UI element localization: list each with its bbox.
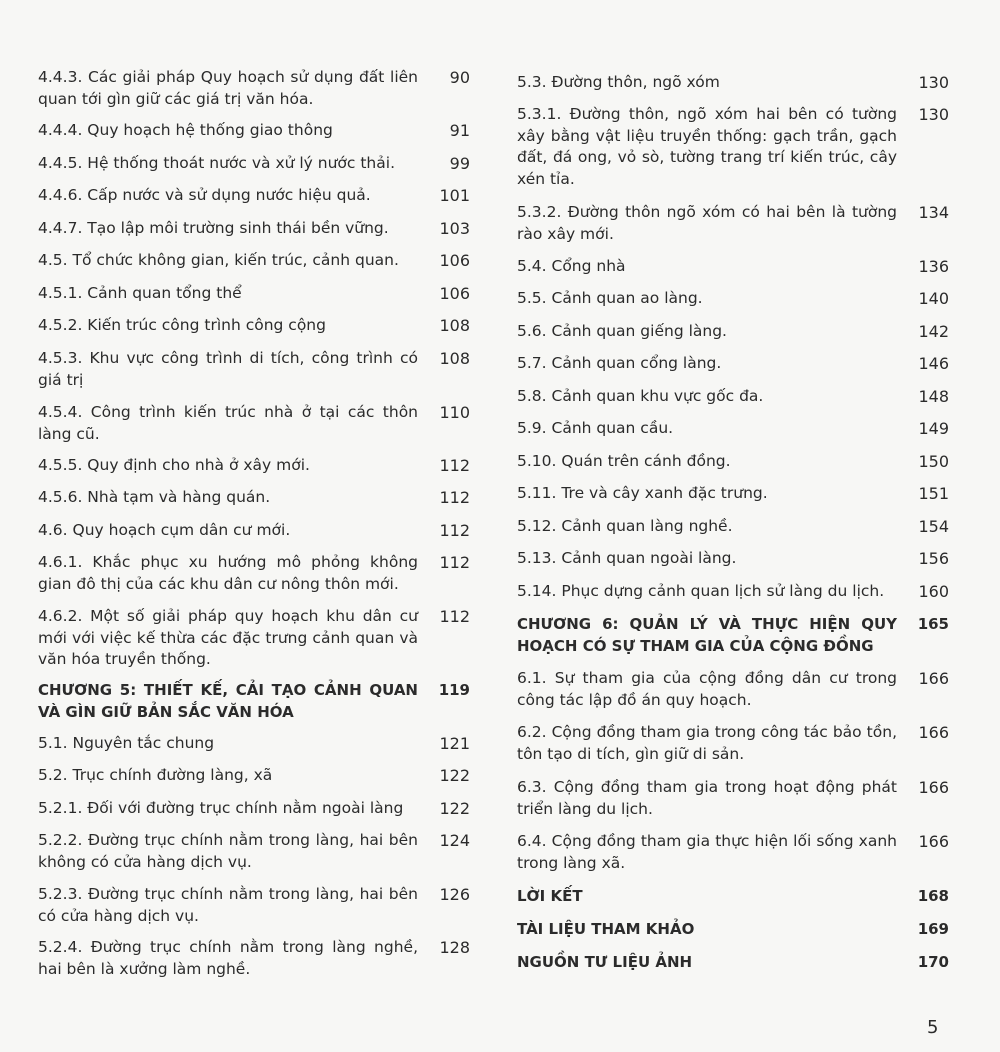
toc-entry-title: 5.2.3. Đường trục chính nằm trong làng, hai bên có cửa hàng dịch vụ. [38, 885, 418, 925]
toc-entry-title: 4.5.6. Nhà tạm và hàng quán. [38, 488, 271, 506]
toc-entry-page: 112 [439, 488, 470, 507]
toc-entry [517, 321, 949, 343]
toc-entry-title: 5.3.1. Đường thôn, ngõ xóm hai bên có tường xây bằng vật liệu truyền thống: gạch trần, gạch đất, đá ong, vỏ sò, tường trang trí kiến trúc, cây xén tỉa. [517, 105, 897, 188]
toc-entry [38, 487, 470, 509]
toc-entry-title: 6.2. Cộng đồng tham gia trong công tác bảo tồn, tôn tạo di tích, gìn giữ di sản. [517, 723, 897, 763]
toc-entry-page: 149 [918, 419, 949, 438]
toc-entry-title: 4.5.3. Khu vực công trình di tích, công trình có giá trị [38, 349, 418, 389]
toc-entry-title: 5.3.2. Đường thôn ngõ xóm có hai bên là tường rào xây mới. [517, 203, 897, 243]
toc-entry-title: LỜI KẾT [517, 887, 583, 905]
toc-entry-title: 4.4.5. Hệ thống thoát nước và xử lý nước thải. [38, 154, 395, 172]
toc-entry [517, 386, 949, 408]
toc-entry-title: 4.4.4. Quy hoạch hệ thống giao thông [38, 121, 333, 139]
toc-entry-title: NGUỒN TƯ LIỆU ẢNH [517, 953, 693, 971]
toc-entry-page: 106 [439, 284, 470, 303]
toc-entry-page: 99 [449, 154, 470, 173]
toc-entry [517, 777, 949, 820]
toc-entry [38, 765, 470, 787]
toc-entry-page: 150 [918, 452, 949, 471]
toc-entry [517, 256, 949, 278]
toc-entry-title: 4.4.7. Tạo lập môi trường sinh thái bền vững. [38, 219, 389, 237]
toc-entry [38, 798, 470, 820]
toc-entry [38, 348, 470, 391]
toc-entry-page: 112 [439, 456, 470, 475]
toc-entry [38, 185, 470, 207]
toc-entry-page: 165 [917, 615, 949, 633]
toc-entry-page: 166 [918, 723, 949, 742]
toc-entry [517, 418, 949, 440]
toc-entry-title: 4.4.3. Các giải pháp Quy hoạch sử dụng đất liên quan tới gìn giữ các giá trị văn hóa. [38, 68, 418, 108]
toc-entry [517, 288, 949, 310]
toc-entry-title: 5.7. Cảnh quan cổng làng. [517, 354, 722, 372]
toc-entry-page: 106 [439, 251, 470, 270]
toc-closing-heading [517, 886, 949, 908]
toc-entry-page: 170 [917, 953, 949, 971]
toc-entry-title: 6.3. Cộng đồng tham gia trong hoạt động phát triển làng du lịch. [517, 778, 897, 818]
toc-entry-title: 5.2.1. Đối với đường trục chính nằm ngoài làng [38, 799, 404, 817]
toc-entry-page: 168 [917, 887, 949, 905]
toc-entry-page: 166 [918, 832, 949, 851]
toc-entry-title: TÀI LIỆU THAM KHẢO [517, 920, 695, 938]
toc-entry-title: 5.10. Quán trên cánh đồng. [517, 452, 731, 470]
toc-entry [517, 483, 949, 505]
toc-entry-page: 108 [439, 349, 470, 368]
toc-entry [38, 520, 470, 542]
toc-entry [38, 120, 470, 142]
toc-entry [38, 315, 470, 337]
toc-entry-title: 4.6.1. Khắc phục xu hướng mô phỏng không gian đô thị của các khu dân cư nông thôn mới. [38, 553, 418, 593]
toc-entry [517, 451, 949, 473]
toc-entry-page: 110 [439, 403, 470, 422]
toc-entry-page: 112 [439, 553, 470, 572]
toc-entry-title: CHƯƠNG 6: QUẢN LÝ VÀ THỰC HIỆN QUY HOẠCH CÓ SỰ THAM GIA CỦA CỘNG ĐỒNG [517, 615, 897, 655]
toc-entry [38, 283, 470, 305]
toc-entry-page: 126 [439, 885, 470, 904]
toc-entry [517, 722, 949, 765]
toc-entry-page: 121 [439, 734, 470, 753]
toc-entry [38, 830, 470, 873]
toc-entry-page: 166 [918, 778, 949, 797]
toc-entry-page: 108 [439, 316, 470, 335]
toc-chapter-heading [517, 614, 949, 657]
toc-entry [517, 104, 949, 190]
toc-entry [38, 733, 470, 755]
toc-entry-title: 4.5.4. Công trình kiến trúc nhà ở tại các thôn làng cũ. [38, 403, 418, 443]
toc-entry-page: 103 [439, 219, 470, 238]
toc-references-heading [517, 919, 949, 941]
toc-entry-page: 122 [439, 766, 470, 785]
toc-entry-page: 134 [918, 203, 949, 222]
toc-entry-page: 156 [918, 549, 949, 568]
toc-chapter-heading [38, 680, 470, 723]
toc-entry-title: 4.6.2. Một số giải pháp quy hoạch khu dân cư mới với việc kế thừa các đặc trưng cảnh quan và văn hóa truyền thống. [38, 607, 418, 668]
toc-entry-title: 5.14. Phục dựng cảnh quan lịch sử làng du lịch. [517, 582, 885, 600]
toc-entry [38, 606, 470, 671]
toc-entry-page: 136 [918, 257, 949, 276]
toc-entry-page: 140 [918, 289, 949, 308]
toc-entry-title: 6.4. Cộng đồng tham gia thực hiện lối sống xanh trong làng xã. [517, 832, 897, 872]
toc-entry-page: 112 [439, 607, 470, 626]
toc-entry [517, 581, 949, 603]
toc-entry [517, 353, 949, 375]
toc-entry-page: 128 [439, 938, 470, 957]
toc-entry-page: 169 [917, 920, 949, 938]
toc-entry-title: 5.3. Đường thôn, ngõ xóm [517, 73, 720, 91]
toc-entry-page: 154 [918, 517, 949, 536]
toc-entry [38, 552, 470, 595]
toc-entry-title: 4.5. Tổ chức không gian, kiến trúc, cảnh quan. [38, 251, 399, 269]
toc-entry-page: 90 [449, 68, 470, 87]
toc-entry-title: 4.5.5. Quy định cho nhà ở xây mới. [38, 456, 310, 474]
toc-entry [517, 72, 949, 94]
toc-entry-page: 101 [439, 186, 470, 205]
toc-entry-title: 5.8. Cảnh quan khu vực gốc đa. [517, 387, 764, 405]
toc-entry-title: 5.2.2. Đường trục chính nằm trong làng, hai bên không có cửa hàng dịch vụ. [38, 831, 418, 871]
toc-entry-title: 5.1. Nguyên tắc chung [38, 734, 215, 752]
toc-entry-title: 5.4. Cổng nhà [517, 257, 626, 275]
toc-entry [38, 218, 470, 240]
toc-entry [38, 67, 470, 110]
toc-entry-title: 5.6. Cảnh quan giếng làng. [517, 322, 727, 340]
toc-entry-title: 4.5.2. Kiến trúc công trình công cộng [38, 316, 326, 334]
toc-entry-title: 6.1. Sự tham gia của cộng đồng dân cư trong công tác lập đồ án quy hoạch. [517, 669, 897, 709]
toc-entry [38, 884, 470, 927]
toc-entry-page: 112 [439, 521, 470, 540]
toc-entry-page: 160 [918, 582, 949, 601]
toc-entry [517, 548, 949, 570]
toc-entry [38, 153, 470, 175]
toc-entry-title: 5.2. Trục chính đường làng, xã [38, 766, 273, 784]
toc-entry-page: 122 [439, 799, 470, 818]
toc-entry-page: 146 [918, 354, 949, 373]
toc-entry-page: 130 [918, 105, 949, 124]
toc-entry-title: 5.11. Tre và cây xanh đặc trưng. [517, 484, 768, 502]
toc-entry-page: 142 [918, 322, 949, 341]
toc-entry [517, 202, 949, 245]
toc-entry-page: 124 [439, 831, 470, 850]
toc-entry-title: 4.5.1. Cảnh quan tổng thể [38, 284, 242, 302]
toc-entry-page: 91 [449, 121, 470, 140]
toc-entry [517, 668, 949, 711]
toc-entry-title: CHƯƠNG 5: THIẾT KẾ, CẢI TẠO CẢNH QUAN VÀ GÌN GIỮ BẢN SẮC VĂN HÓA [38, 681, 418, 721]
page-number: 5 [927, 1017, 939, 1038]
toc-entry-page: 148 [918, 387, 949, 406]
toc-entry-title: 5.9. Cảnh quan cầu. [517, 419, 674, 437]
toc-entry-title: 5.5. Cảnh quan ao làng. [517, 289, 703, 307]
toc-photo-sources-heading [517, 952, 949, 974]
toc-entry-page: 166 [918, 669, 949, 688]
toc-entry-title: 5.2.4. Đường trục chính nằm trong làng nghề, hai bên là xưởng làm nghề. [38, 938, 418, 978]
toc-entry-page: 151 [918, 484, 949, 503]
toc-entry-title: 5.13. Cảnh quan ngoài làng. [517, 549, 737, 567]
toc-entry [517, 831, 949, 874]
toc-entry-title: 5.12. Cảnh quan làng nghề. [517, 517, 733, 535]
toc-entry [38, 250, 470, 272]
toc-entry-title: 4.4.6. Cấp nước và sử dụng nước hiệu quả. [38, 186, 371, 204]
toc-entry [517, 516, 949, 538]
toc-entry [38, 455, 470, 477]
toc-entry-page: 119 [438, 681, 470, 699]
toc-entry [38, 402, 470, 445]
toc-entry-title: 4.6. Quy hoạch cụm dân cư mới. [38, 521, 291, 539]
toc-entry [38, 937, 470, 980]
toc-entry-page: 130 [918, 73, 949, 92]
